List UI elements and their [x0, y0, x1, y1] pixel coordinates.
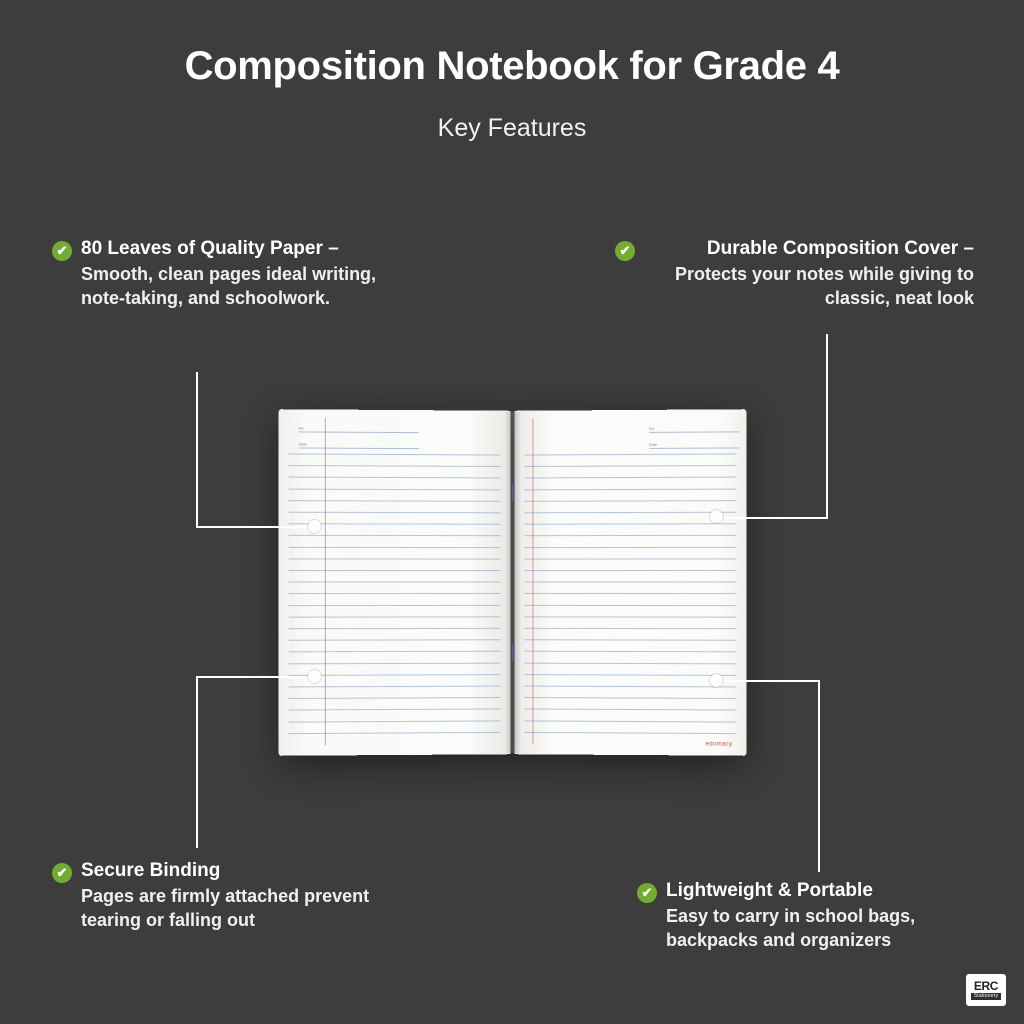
callout-dot-binding	[308, 670, 321, 683]
feature-leaves-body: Smooth, clean pages ideal writing, note-taking, and schoolwork.	[81, 263, 377, 309]
feature-leaves	[52, 236, 411, 310]
leader-line-binding-horizontal	[196, 676, 314, 678]
brand-logo	[966, 974, 1006, 1006]
feature-binding-body: Pages are firmly attached prevent tearing or falling out	[81, 885, 370, 931]
leader-line-portable-vertical	[818, 680, 820, 872]
left-page-date-line	[299, 437, 419, 449]
feature-cover-heading: Durable Composition Cover –	[706, 238, 974, 259]
leader-line-leaves-horizontal	[196, 526, 314, 528]
leader-line-leaves-vertical	[196, 372, 198, 527]
right-page-date-line	[649, 437, 739, 449]
check-icon: ✔	[52, 863, 72, 883]
left-page-name-label: No.	[298, 426, 305, 431]
notebook-left-page	[279, 409, 511, 756]
page-subtitle: Key Features	[437, 114, 587, 142]
feature-binding-heading: Secure Binding	[81, 860, 221, 881]
brand-logo-tagline: Stationery	[971, 993, 1002, 1000]
spine-mark-upper	[512, 484, 513, 502]
left-page-name-line	[299, 421, 419, 433]
right-page-name-label: No.	[649, 426, 656, 431]
callout-dot-leaves	[308, 520, 321, 533]
left-page-header-fields	[299, 421, 419, 448]
leader-line-cover-vertical	[826, 334, 828, 518]
feature-portable	[637, 878, 996, 952]
right-page-name-line	[649, 421, 739, 433]
leader-line-cover-horizontal	[722, 517, 828, 519]
leader-line-binding-vertical	[196, 676, 198, 848]
callout-dot-cover	[710, 510, 723, 523]
feature-portable-body: Easy to carry in school bags, backpacks and organizers	[666, 905, 916, 951]
check-icon: ✔	[637, 883, 657, 903]
left-page-date-label: Date	[298, 442, 307, 447]
left-page-ruled-lines	[289, 453, 501, 741]
callout-dot-portable	[710, 674, 723, 687]
page-title: Composition Notebook for Grade 4	[184, 44, 840, 88]
leader-line-portable-horizontal	[722, 680, 820, 682]
check-icon: ✔	[615, 241, 635, 261]
feature-cover	[615, 236, 974, 310]
brand-logo-name: ERC	[973, 979, 999, 993]
right-page-ruled-lines	[524, 453, 736, 741]
spine-mark-lower	[512, 644, 513, 662]
feature-leaves-heading: 80 Leaves of Quality Paper –	[81, 238, 339, 259]
right-page-header-fields	[649, 421, 739, 448]
notebook-right-page	[515, 409, 747, 756]
feature-portable-heading: Lightweight & Portable	[666, 880, 873, 901]
feature-cover-body: Protects your notes while giving to classic, neat look	[674, 263, 974, 309]
notebook-spine	[505, 412, 521, 753]
check-icon: ✔	[52, 241, 72, 261]
notebook-illustration	[279, 410, 746, 755]
feature-binding	[52, 858, 411, 932]
notebook-brand-mark: edumacy	[705, 741, 733, 748]
right-page-date-label: Date	[649, 442, 658, 447]
